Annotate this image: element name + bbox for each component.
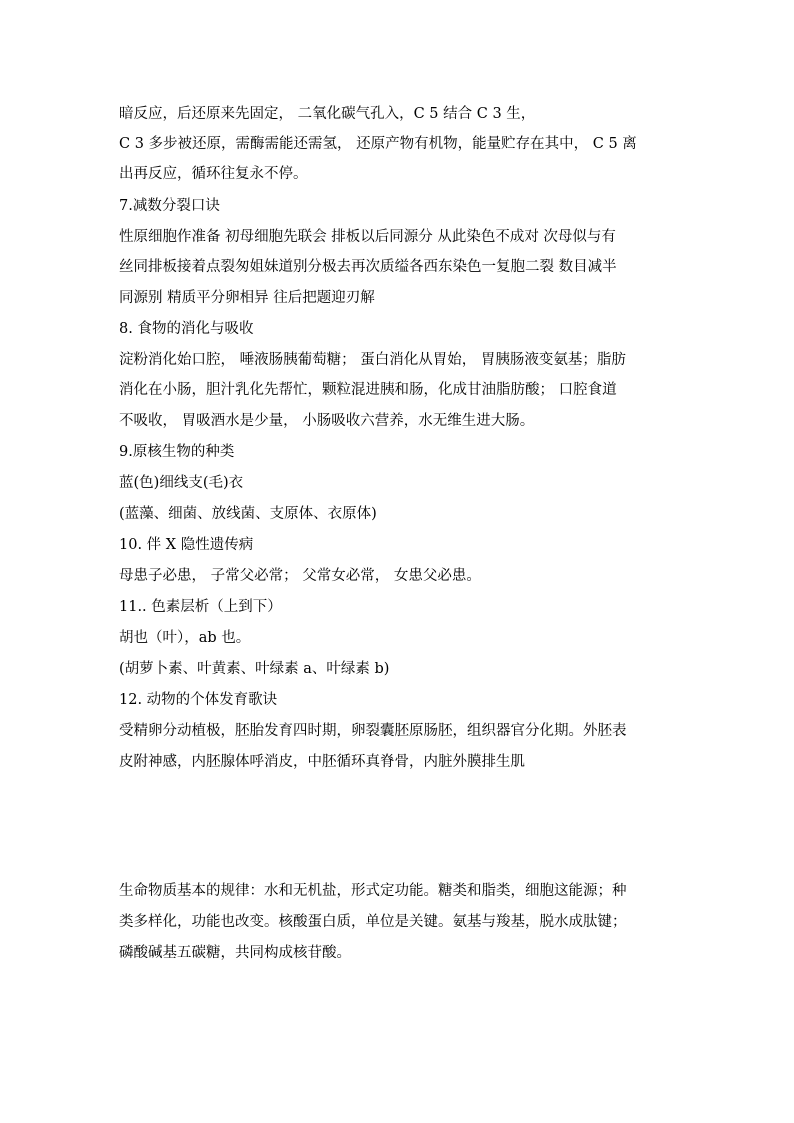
- section-heading: 9.原核生物的种类: [119, 444, 235, 460]
- text-line: 淀粉消化始口腔， 唾液肠胰葡萄糖； 蛋白消化从胃始， 胃胰肠液变氨基；脂肪: [119, 352, 626, 368]
- text-line: 类多样化，功能也改变。核酸蛋白质，单位是关键。氨基与羧基，脱水成肽键；: [119, 914, 627, 930]
- text-line: 出再反应，循环往复永不停。: [119, 166, 308, 182]
- section-heading: 7.减数分裂口诀: [119, 198, 220, 214]
- section-heading: 11.. 色素层析（上到下）: [119, 599, 282, 615]
- text-line: 同源别 精质平分卵相异 往后把题迎刃解: [119, 290, 375, 306]
- text-line: 消化在小肠，胆汁乳化先帮忙，颗粒混进胰和肠，化成甘油脂肪酸； 口腔食道: [119, 382, 617, 398]
- text-line: (胡萝卜素、叶黄素、叶绿素 a、叶绿素 b): [119, 661, 390, 677]
- text-line: 丝同排板接着点裂匆姐妹道别分极去再次质缢各西东染色一复胞二裂 数目减半: [119, 259, 617, 275]
- text-line: 受精卵分动植极，胚胎发育四时期，卵裂囊胚原肠胚，组织器官分化期。外胚表: [119, 723, 627, 739]
- text-line: 蓝(色)细线支(毛)衣: [119, 475, 244, 491]
- section-heading: 8. 食物的消化与吸收: [119, 321, 254, 337]
- text-line: 性原细胞作准备 初母细胞先联会 排板以后同源分 从此染色不成对 次母似与有: [119, 229, 616, 245]
- text-line: 皮附神感，内胚腺体呼消皮，中胚循环真脊骨，内脏外膜排生肌: [119, 754, 525, 770]
- section-heading: 12. 动物的个体发育歌诀: [119, 692, 278, 708]
- text-line: (蓝藻、细菌、放线菌、支原体、衣原体): [119, 506, 377, 522]
- text-line: C 3 多步被还原，需酶需能还需氢， 还原产物有机物，能量贮存在其中， C 5 离: [119, 136, 637, 152]
- text-line: 磷酸碱基五碳糖，共同构成核苷酸。: [119, 945, 351, 961]
- text-line: 生命物质基本的规律：水和无机盐，形式定功能。糖类和脂类，细胞这能源；种: [119, 883, 627, 899]
- text-line: 母患子必患， 子常父必常； 父常女必常， 女患父必患。: [119, 568, 481, 584]
- text-line: 暗反应，后还原来先固定， 二氧化碳气孔入，C 5 结合 C 3 生，: [119, 106, 536, 122]
- section-heading: 10. 伴 X 隐性遗传病: [119, 537, 254, 553]
- text-line: 胡也（叶），ab 也。: [119, 630, 251, 646]
- text-line: 不吸收， 胃吸酒水是少量， 小肠吸收六营养，水无维生进大肠。: [119, 413, 535, 429]
